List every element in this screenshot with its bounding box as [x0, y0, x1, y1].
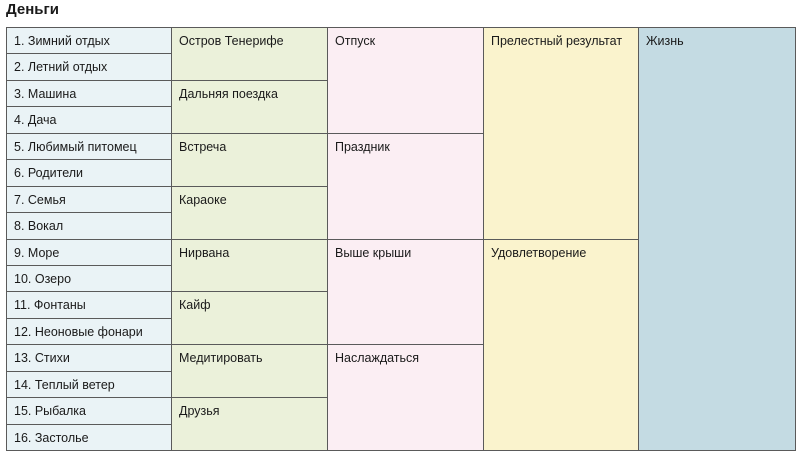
bracket-cell-round1: 15. Рыбалка: [6, 397, 172, 425]
bracket-cell-round1: 10. Озеро: [6, 265, 172, 292]
bracket-cell-round3: Отпуск: [327, 27, 484, 134]
bracket-cell-round1: 12. Неоновые фонари: [6, 318, 172, 345]
bracket-cell-round1: 14. Теплый ветер: [6, 371, 172, 398]
bracket-cell-round1: 1. Зимний отдых: [6, 27, 172, 54]
bracket-cell-round1: 2. Летний отдых: [6, 53, 172, 81]
bracket-cell-round2: Дальняя поездка: [171, 80, 328, 134]
bracket-cell-round1: 9. Море: [6, 239, 172, 266]
bracket-table: [0, 27, 800, 451]
bracket-cell-round4: Удовлетворение: [483, 239, 639, 451]
bracket-cell-round5: Жизнь: [638, 27, 796, 451]
bracket-cell-round1: 5. Любимый питомец: [6, 133, 172, 160]
bracket-cell-round2: Кайф: [171, 291, 328, 345]
page-title: Деньги: [6, 1, 59, 18]
bracket-cell-round2: Друзья: [171, 397, 328, 451]
bracket-cell-round4: Прелестный результат: [483, 27, 639, 240]
bracket-cell-round2: Нирвана: [171, 239, 328, 292]
bracket-cell-round1: 8. Вокал: [6, 212, 172, 240]
bracket-cell-round1: 6. Родители: [6, 159, 172, 187]
bracket-cell-round2: Остров Тенерифе: [171, 27, 328, 81]
bracket-cell-round3: Праздник: [327, 133, 484, 240]
bracket-cell-round3: Выше крыши: [327, 239, 484, 345]
bracket-cell-round1: 7. Семья: [6, 186, 172, 213]
bracket-cell-round2: Медитировать: [171, 344, 328, 398]
bracket-cell-round2: Встреча: [171, 133, 328, 187]
bracket-cell-round2: Караоке: [171, 186, 328, 240]
bracket-cell-round1: 13. Стихи: [6, 344, 172, 372]
bracket-cell-round1: 4. Дача: [6, 106, 172, 134]
bracket-cell-round1: 16. Застолье: [6, 424, 172, 451]
bracket-cell-round3: Наслаждаться: [327, 344, 484, 451]
bracket-cell-round1: 3. Машина: [6, 80, 172, 107]
bracket-cell-round1: 11. Фонтаны: [6, 291, 172, 319]
